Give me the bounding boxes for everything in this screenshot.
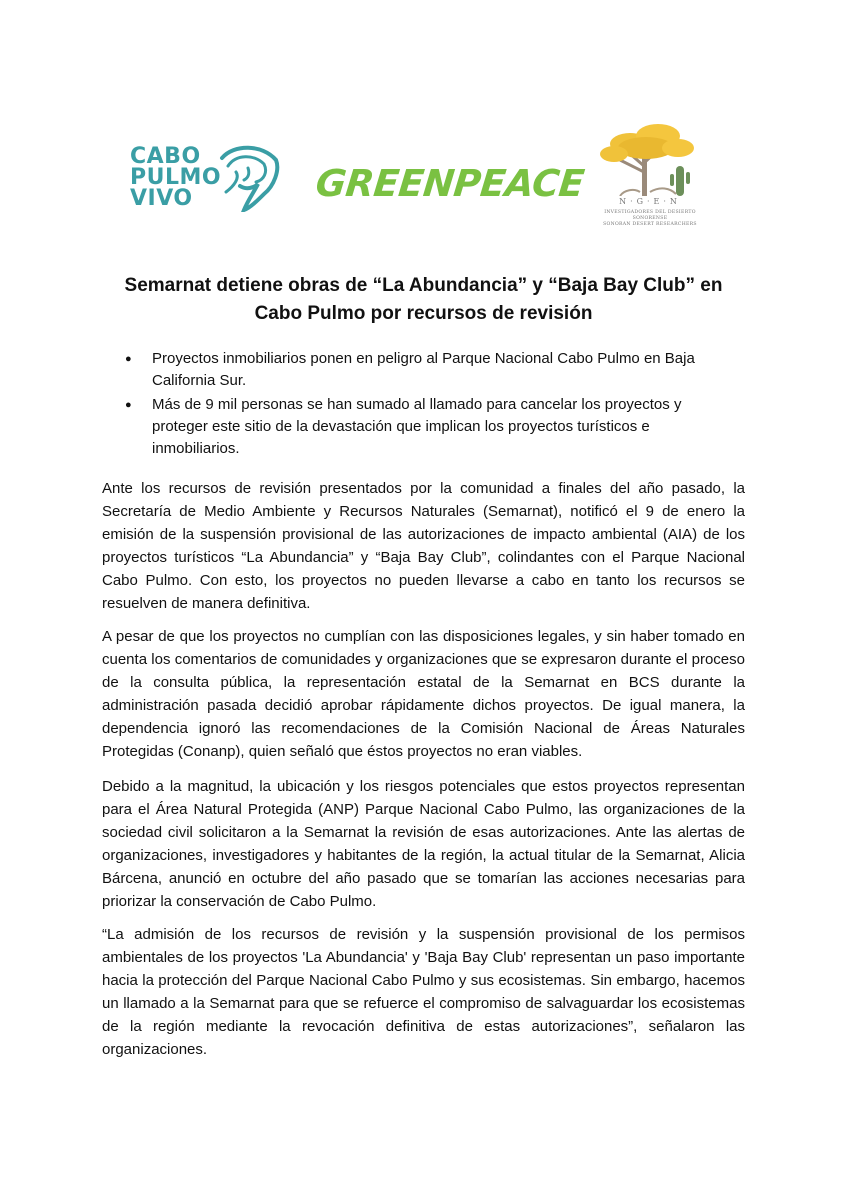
greenpeace-logo: GREENPEACE bbox=[313, 162, 586, 205]
body-paragraph: “La admisión de los recursos de revisión y la suspensión provisional de los permisos ambientales de los proyectos 'La Abundancia' y 'Baja Bay Club' representan un paso importante hacia la protección del Parque Nacional Cabo Pulmo y sus ecosistemas. Sin embargo, hacemos un llamado a la Semarnat para que se refuerce el compromiso de salvaguardar los ecosistemas de la región mediante la revocación definitiva de estas autorizaciones”, señalaron las organizaciones. bbox=[102, 926, 745, 1058]
title-line-2: Cabo Pulmo por recursos de revisión bbox=[254, 303, 593, 324]
logo-bar bbox=[0, 118, 847, 238]
logo-text-pulmo: PULMO bbox=[130, 165, 222, 190]
manta-ray-icon bbox=[214, 142, 284, 212]
cabo-pulmo-vivo-wordmark bbox=[130, 146, 221, 209]
document-title bbox=[0, 272, 847, 328]
ngen-subtitle-en: SONORAN DESERT RESEARCHERS bbox=[603, 222, 697, 227]
logo-text-vivo: VIVO bbox=[130, 186, 193, 211]
body-paragraph: Debido a la magnitud, la ubicación y los riesgos potenciales que estos proyectos representan para el Área Natural Protegida (ANP) Parque Nacional Cabo Pulmo, las organizaciones de la sociedad civil solicitaron a la Semarnat la revisión de esas autorizaciones. Ante las alertas de organizaciones, investigadores y habitantes de la región, la actual titular de la Semarnat, Alicia Bárcena, anunció en octubre del año pasado que se tomarían las acciones necesarias para priorizar la conservación de Cabo Pulmo. bbox=[102, 778, 745, 910]
title-line-1: Semarnat detiene obras de “La Abundancia” y “Baja Bay Club” en bbox=[124, 275, 723, 296]
palo-verde-tree-icon bbox=[590, 122, 710, 196]
ngen-subtitle-es: INVESTIGADORES DEL DESIERTO SONORENSE bbox=[604, 210, 696, 221]
body-paragraph: A pesar de que los proyectos no cumplían con las disposiciones legales, y sin haber tomado en cuenta los comentarios de comunidades y organizaciones que se expresaron durante el proceso de la consulta pública, la representación estatal de la Semarnat en BCS durante la administración pasada decidió aprobar rápidamente dichos proyectos. De igual manera, la dependencia ignoró las recomendaciones de la Comisión Nacional de Áreas Naturales Protegidas (Conanp), quien señaló que éstos proyectos no eran viables. bbox=[102, 628, 745, 760]
ngen-logo bbox=[590, 122, 710, 234]
ngen-title: N·G·E·N bbox=[619, 197, 681, 206]
bullet-item: ● Proyectos inmobiliarios ponen en peligro al Parque Nacional Cabo Pulmo en Baja California Sur. bbox=[152, 348, 712, 392]
body-paragraph: Ante los recursos de revisión presentados por la comunidad a finales del año pasado, la Secretaría de Medio Ambiente y Recursos Naturales (Semarnat), notificó el 9 de enero la emisión de la suspensión provisional de las autorizaciones de impacto ambiental (AIA) de los proyectos turísticos “La Abundancia” y “Baja Bay Club”, colindantes con el Parque Nacional Cabo Pulmo. Con esto, los proyectos no pueden llevarse a cabo en tanto los recursos se resuelven de manera definitiva. bbox=[102, 480, 745, 612]
ngen-subtitle bbox=[590, 210, 710, 228]
logo-text-cabo: CABO bbox=[130, 144, 201, 169]
cabo-pulmo-vivo-logo bbox=[130, 146, 290, 216]
bullet-item: ● Más de 9 mil personas se han sumado al llamado para cancelar los proyectos y proteger este sitio de la devastación que implican los proyectos turísticos e inmobiliarios. bbox=[152, 394, 712, 460]
